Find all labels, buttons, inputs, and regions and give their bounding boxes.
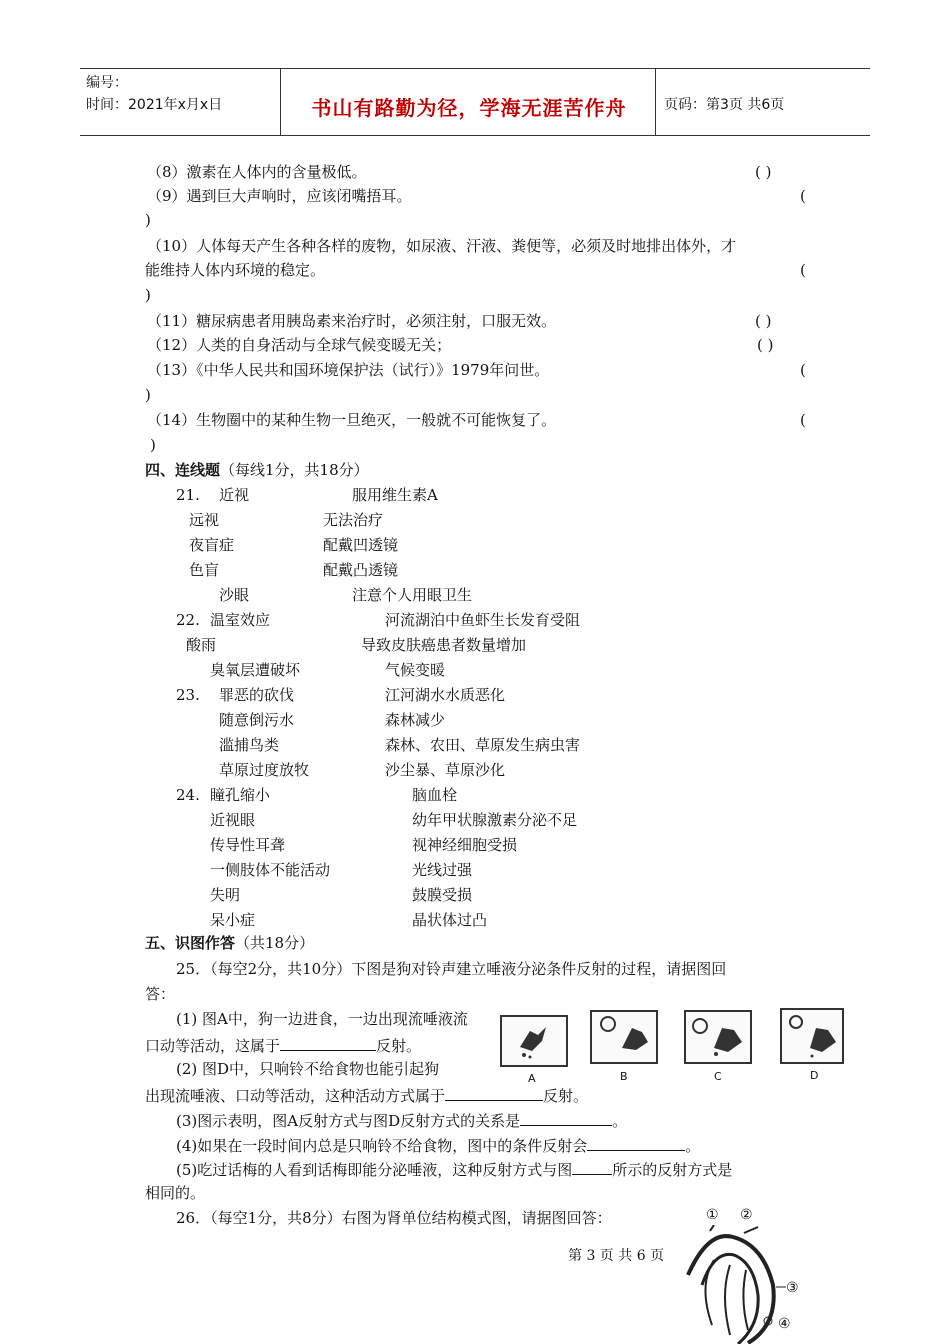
q23-right-4[interactable]: 沙尘暴、草原沙化	[385, 761, 506, 779]
nephron-marker-2: ②	[740, 1207, 753, 1223]
q25-part4-suffix: 。	[685, 1137, 701, 1155]
q24-right-1[interactable]: 脑血栓	[412, 786, 458, 804]
q21-right-2[interactable]: 无法治疗	[323, 511, 384, 529]
q24-left-3[interactable]: 传导性耳聋	[210, 836, 286, 854]
q24-left-2[interactable]: 近视眼	[210, 811, 256, 829]
q23-number: 23.	[176, 686, 200, 704]
q24-right-5[interactable]: 鼓膜受损	[412, 886, 473, 904]
q25-blank-1[interactable]	[280, 1034, 376, 1051]
nephron-marker-4: ④	[778, 1316, 791, 1332]
judge-item-11: （11）糖尿病患者用胰岛素来治疗时，必须注射，口服无效。	[147, 312, 557, 330]
judge-paren-close-14: )	[150, 436, 156, 454]
q25-part1: (1) 图A中，狗一边进食，一边出现流唾液流	[176, 1010, 468, 1028]
dog-bell-only-icon	[782, 1010, 842, 1062]
q25-part3	[176, 1109, 627, 1131]
q23-right-1[interactable]: 江河湖水水质恶化	[385, 686, 506, 704]
judge-paren-open-13[interactable]: (	[800, 361, 806, 379]
dog-bell-icon	[592, 1012, 656, 1062]
figure-panel-a	[500, 1015, 568, 1067]
q25-part4	[176, 1134, 700, 1156]
figure-label-b: B	[620, 1070, 628, 1083]
q21-right-1[interactable]: 服用维生素A	[352, 486, 438, 504]
q21-right-5[interactable]: 注意个人用眼卫生	[352, 586, 473, 604]
figure-label-c: C	[714, 1070, 722, 1083]
q23-right-3[interactable]: 森林、农田、草原发生病虫害	[385, 736, 581, 754]
header-motto: 书山有路勤为径，学海无涯苦作舟	[311, 96, 627, 120]
q23-left-2[interactable]: 随意倒污水	[219, 711, 295, 729]
q21-left-5[interactable]: 沙眼	[219, 586, 250, 604]
q25-blank-5[interactable]	[572, 1158, 612, 1175]
q24-right-6[interactable]: 晶状体过凸	[412, 911, 488, 929]
header-top-rule	[80, 68, 870, 69]
judge-paren-8[interactable]: ( )	[755, 163, 772, 181]
q24-left-5[interactable]: 失明	[210, 886, 241, 904]
header-bottom-rule	[80, 135, 870, 136]
q22-number: 22.	[176, 611, 200, 629]
q25-part5-text: (5)吃过话梅的人看到话梅即能分泌唾液，这种反射方式与图	[176, 1161, 573, 1179]
nephron-marker-3: ③	[786, 1280, 799, 1296]
figure-panel-c	[684, 1010, 752, 1064]
judge-paren-open-10[interactable]: (	[800, 261, 806, 279]
q21-left-3[interactable]: 夜盲症	[189, 536, 235, 554]
section-5-note: （共18分）	[235, 934, 315, 952]
judge-item-9: （9）遇到巨大声响时，应该闭嘴捂耳。	[147, 187, 412, 205]
q25-part3-suffix: 。	[612, 1112, 628, 1130]
header-divider-left	[280, 68, 281, 135]
judge-item-13: （13）《中华人民共和国环境保护法（试行）》1979年问世。	[147, 361, 550, 379]
figure-label-d: D	[810, 1069, 819, 1082]
q21-right-4[interactable]: 配戴凸透镜	[323, 561, 399, 579]
q21-left-2[interactable]: 远视	[189, 511, 220, 529]
dog-bell-food-icon	[686, 1012, 750, 1062]
judge-paren-open-14[interactable]: (	[800, 411, 806, 429]
q25-part5	[176, 1158, 732, 1180]
header-left	[86, 72, 222, 116]
q22-right-1[interactable]: 河流湖泊中鱼虾生长发育受阻	[385, 611, 581, 629]
section-5-title: 五、识图作答	[145, 934, 236, 952]
q25-part2-line2	[145, 1084, 588, 1106]
q25-part2-suffix: 反射。	[543, 1087, 589, 1105]
q21-number: 21.	[176, 486, 200, 504]
q25-intro: 25．（每空2分，共10分）下图是狗对铃声建立唾液分泌条件反射的过程，请据图回	[176, 960, 727, 978]
judge-paren-close-13: )	[145, 386, 151, 404]
q25-part1-text: 口动等活动，这属于	[145, 1037, 281, 1055]
q24-left-4[interactable]: 一侧肢体不能活动	[210, 861, 331, 879]
judge-paren-close-9: )	[145, 211, 151, 229]
q25-blank-2[interactable]	[445, 1084, 543, 1101]
q22-right-3[interactable]: 气候变暖	[385, 661, 446, 679]
section-4-title: 四、连线题	[145, 461, 221, 479]
q25-part2-text: 出现流唾液、口动等活动，这种活动方式属于	[145, 1087, 446, 1105]
q23-left-3[interactable]: 滥捕鸟类	[219, 736, 280, 754]
q24-right-2[interactable]: 幼年甲状腺激素分泌不足	[412, 811, 578, 829]
q25-part2: (2) 图D中，只响铃不给食物也能引起狗	[176, 1060, 440, 1078]
figure-label-a: A	[528, 1072, 536, 1085]
judge-item-10-cont: 能维持人体内环境的稳定。	[145, 261, 326, 279]
q24-right-4[interactable]: 光线过强	[412, 861, 473, 879]
judge-item-14: （14）生物圈中的某种生物一旦绝灭，一般就不可能恢复了。	[147, 411, 557, 429]
judge-paren-open-9[interactable]: (	[800, 187, 806, 205]
q23-left-4[interactable]: 草原过度放牧	[219, 761, 310, 779]
section-5-heading	[145, 933, 314, 953]
q25-blank-4[interactable]	[587, 1134, 685, 1151]
code-label: 编号：	[86, 75, 128, 91]
q25-blank-3[interactable]	[520, 1109, 612, 1126]
judge-paren-close-10: )	[145, 286, 151, 304]
q24-right-3[interactable]: 视神经细胞受损	[412, 836, 518, 854]
q22-left-2[interactable]: 酸雨	[186, 636, 217, 654]
q25-intro-cont: 答：	[145, 985, 176, 1003]
q24-number: 24.	[176, 786, 200, 804]
q26-text: 26．（每空1分，共8分）右图为肾单位结构模式图，请据图回答：	[176, 1209, 612, 1227]
header-divider-right	[655, 68, 656, 135]
judge-item-12: （12）人类的自身活动与全球气候变暖无关；	[147, 336, 452, 354]
q21-left-1[interactable]: 近视	[219, 486, 250, 504]
q21-right-3[interactable]: 配戴凹透镜	[323, 536, 399, 554]
q25-part5-suffix: 所示的反射方式是	[612, 1161, 733, 1179]
q23-left-1[interactable]: 罪恶的砍伐	[219, 686, 295, 704]
q22-left-3[interactable]: 臭氧层遭破坏	[210, 661, 301, 679]
q22-left-1[interactable]: 温室效应	[210, 611, 271, 629]
judge-item-10: （10）人体每天产生各种各样的废物，如尿液、汗液、粪便等，必须及时地排出体外，才	[147, 237, 737, 255]
q22-right-2[interactable]: 导致皮肤癌患者数量增加	[361, 636, 527, 654]
q25-part1-suffix: 反射。	[376, 1037, 422, 1055]
q25-part1-line2	[145, 1034, 421, 1056]
q25-part5-cont: 相同的。	[145, 1184, 206, 1202]
judge-paren-11[interactable]: ( )	[755, 312, 772, 330]
q21-left-4[interactable]: 色盲	[189, 561, 220, 579]
q24-left-1[interactable]: 瞳孔缩小	[210, 786, 271, 804]
q23-right-2[interactable]: 森林减少	[385, 711, 446, 729]
q24-left-6[interactable]: 呆小症	[210, 911, 256, 929]
section-4-note: （每线1分，共18分）	[220, 461, 369, 479]
page-footer: 第 3 页 共 6 页	[568, 1248, 665, 1264]
judge-item-8: （8）激素在人体内的含量极低。	[147, 163, 367, 181]
dog-eating-icon	[502, 1017, 566, 1065]
nephron-marker-1: ①	[706, 1207, 719, 1223]
judge-paren-12[interactable]: ( )	[757, 336, 774, 354]
header-page: 页码：第3页 共6页	[664, 97, 785, 113]
figure-panel-b	[590, 1010, 658, 1064]
time-label: 时间：2021年x月x日	[86, 97, 223, 113]
q25-part3-text: (3)图示表明，图A反射方式与图D反射方式的关系是	[176, 1112, 521, 1130]
figure-panel-d	[780, 1008, 844, 1064]
section-4-heading	[145, 460, 369, 480]
q25-part4-text: (4)如果在一段时间内总是只响铃不给食物，图中的条件反射会	[176, 1137, 588, 1155]
